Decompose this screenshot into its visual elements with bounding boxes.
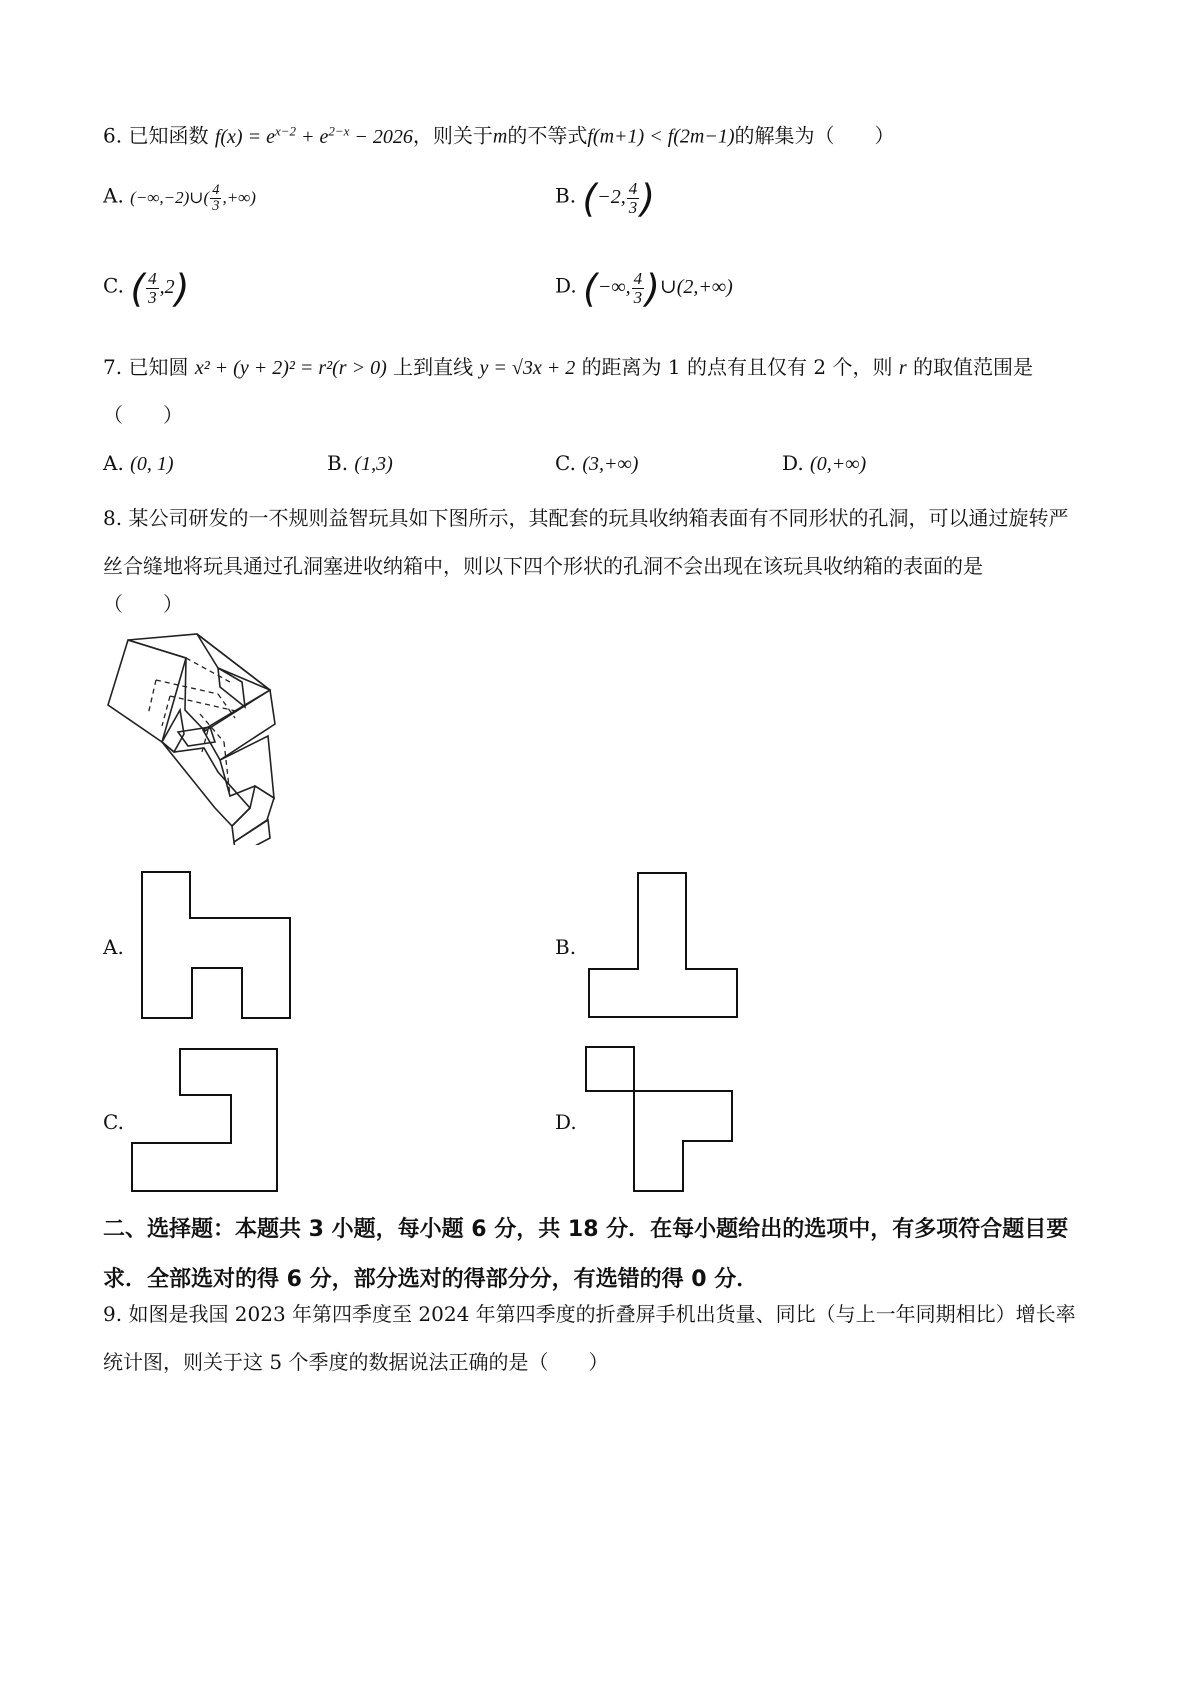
option-value: (0, 1) [130, 453, 174, 475]
question-text: 的不等式 [507, 123, 588, 148]
math-variable: m [492, 125, 508, 148]
shape-option-b [587, 871, 741, 1021]
option-value: (−∞,−2)∪( $\frac{4}{3}$ ,+∞) [130, 182, 256, 215]
option-c[interactable]: C. [103, 1110, 124, 1134]
option-b[interactable]: B. [555, 935, 577, 959]
question-6 [103, 116, 895, 152]
question-text: 的解集为（ ） [734, 123, 895, 148]
option-d[interactable]: D. [555, 1110, 577, 1134]
option-d[interactable] [782, 451, 866, 476]
option-a[interactable] [103, 183, 256, 214]
math-inequality: f(m+1) < f(2m−1) [587, 125, 735, 148]
option-label: A. [103, 451, 124, 475]
option-label: C. [555, 451, 576, 475]
option-value: (3,+∞) [582, 453, 639, 475]
option-value: (0,+∞) [810, 453, 867, 475]
question-9: 9. 如图是我国 2023 年第四季度至 2024 年第四季度的折叠屏手机出货量、同比（与上一年同期相比）增长率统计图，则关于这 5 个季度的数据说法正确的是（ ） [103, 1302, 1076, 1374]
shape-option-d [584, 1045, 736, 1195]
shape-option-a [140, 870, 296, 1022]
math-function: $f(x) = e^{x-2} + e^{2-x} - 2026$ [214, 123, 413, 148]
option-value: ( $\frac{4}{3}$ ,2) [130, 266, 190, 310]
math-line: y = √3x + 2 [479, 357, 576, 379]
option-label: D. [555, 273, 577, 298]
question-number: 6. [103, 123, 123, 148]
question-text: 的距离为 1 的点有且仅有 2 个，则 [581, 355, 893, 379]
option-d[interactable] [555, 266, 733, 310]
section-heading: 二、选择题：本题共 3 小题，每小题 6 分，共 18 分．在每小题给出的选项中，有多项符合题目要求．全部选对的得 6 分，部分选对的得部分分，有选错的得 0 分． [103, 1217, 1069, 1292]
option-a[interactable]: A. [103, 935, 124, 959]
question-8: 8. 某公司研发的一不规则益智玩具如下图所示，其配套的玩具收纳箱表面有不同形状的孔洞，可以通过旋转严丝合缝地将玩具通过孔洞塞进收纳箱中，则以下四个形状的孔洞不会出现在该玩具收纳箱的表面的是 [103, 506, 1069, 578]
math-circle: x² + (y + 2)² = r²(r > 0) [194, 357, 387, 379]
question-text: 上到直线 [393, 355, 474, 379]
question-text: 的取值范围是 [912, 355, 1033, 379]
option-label: A. [103, 183, 124, 208]
puzzle-toy-figure [100, 630, 310, 845]
option-value: (1,3) [354, 453, 393, 475]
option-c[interactable] [103, 266, 189, 310]
math-variable: r [898, 357, 907, 379]
option-value: (−2, $\frac{4}{3}$ ) [582, 176, 656, 220]
shape-option-c [130, 1047, 280, 1195]
option-c[interactable] [555, 451, 638, 476]
answer-paren: （ ） [103, 403, 183, 427]
option-label: B. [327, 451, 349, 475]
answer-paren: （ ） [103, 592, 183, 616]
option-b[interactable] [555, 176, 655, 220]
option-value: (−∞, $\frac{4}{3}$ )∪(2,+∞) [583, 266, 733, 310]
option-label: D. [782, 451, 804, 475]
option-b[interactable] [327, 451, 393, 476]
question-text: 已知函数 [128, 123, 209, 148]
question-text: ，则关于 [412, 123, 493, 148]
option-label: B. [555, 183, 577, 208]
question-text: 已知圆 [128, 355, 189, 379]
option-label: C. [103, 273, 124, 298]
question-7 [103, 352, 1033, 383]
option-a[interactable] [103, 451, 174, 476]
question-number: 7. [103, 355, 123, 379]
